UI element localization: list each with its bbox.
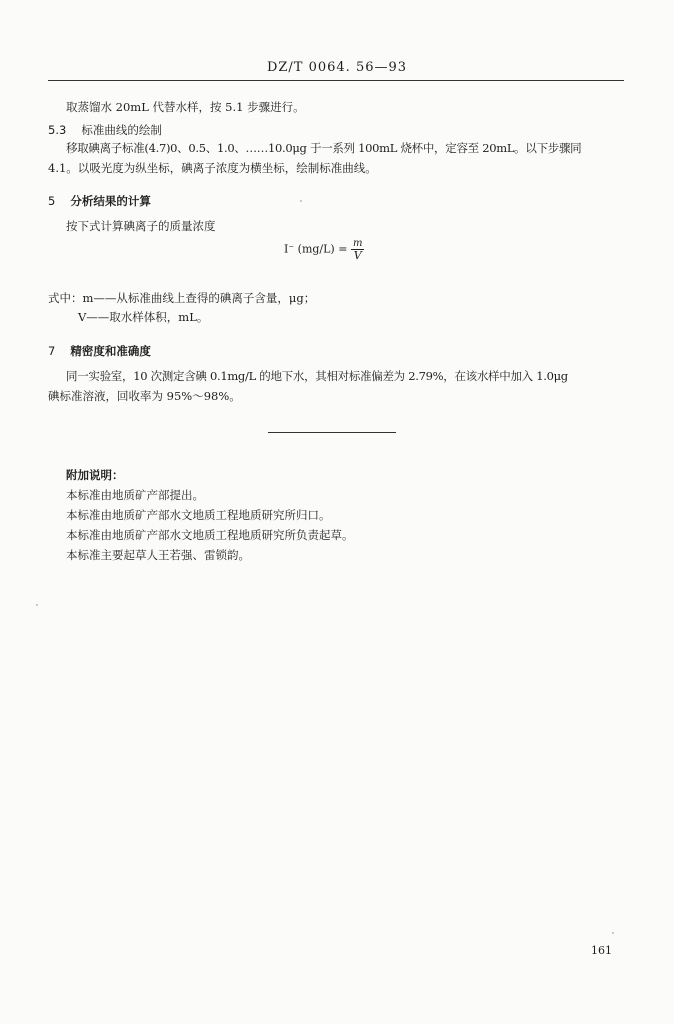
section-number: 5 [48,194,56,208]
note-line-3: 本标准由地质矿产部水文地质工程地质研究所负责起草。 [66,528,354,542]
section-5-3-heading [48,119,162,138]
section-7-heading [48,340,151,359]
notes-title: 附加说明： [66,468,124,482]
section-title: 标准曲线的绘制 [81,123,162,137]
section-title: 分析结果的计算 [70,194,151,208]
where-m-definition: 式中：m——从标准曲线上查得的碘离子含量，μg； [48,291,316,305]
where-v-definition: V——取水样体积，mL。 [78,310,209,324]
note-line-2: 本标准由地质矿产部水文地质工程地质研究所归口。 [66,508,331,522]
formula-fraction [351,238,364,261]
header-rule [48,80,624,81]
formula-denominator: V [353,249,362,262]
note-line-4: 本标准主要起草人王若强、雷锁韵。 [66,548,250,562]
scan-speck [300,200,302,202]
end-of-text-rule [268,432,396,433]
formula [284,238,364,261]
calculation-intro: 按下式计算碘离子的质量浓度 [66,219,216,233]
scan-speck [36,604,38,606]
formula-numerator: m [352,238,363,249]
body-line-1: 取蒸馏水 20mL 代替水样，按 5.1 步骤进行。 [66,100,305,114]
section-5-heading [48,190,151,209]
page-number: 161 [591,944,612,957]
section-number: 5.3 [48,123,67,137]
section-title: 精密度和准确度 [70,344,151,358]
note-line-1: 本标准由地质矿产部提出。 [66,488,204,502]
standard-code-header: DZ/T 0064. 56—93 [266,60,408,75]
paragraph-5-3-line-1: 移取碘离子标准(4.7)0、0.5、1.0、……10.0μg 于一系列 100mL 烧杯中，定容至 20mL。以下步骤同 [66,141,582,155]
paragraph-7-line-2: 碘标准溶液，回收率为 95%～98%。 [48,389,241,403]
scan-speck [612,932,614,934]
paragraph-7-line-1: 同一实验室，10 次测定含碘 0.1mg/L 的地下水，其相对标准偏差为 2.79%，在该水样中加入 1.0μg [66,369,568,383]
formula-lhs: I⁻ (mg/L) = [284,242,348,256]
paragraph-5-3-line-2: 4.1。以吸光度为纵坐标，碘离子浓度为横坐标，绘制标准曲线。 [48,161,377,175]
section-number: 7 [48,344,56,358]
